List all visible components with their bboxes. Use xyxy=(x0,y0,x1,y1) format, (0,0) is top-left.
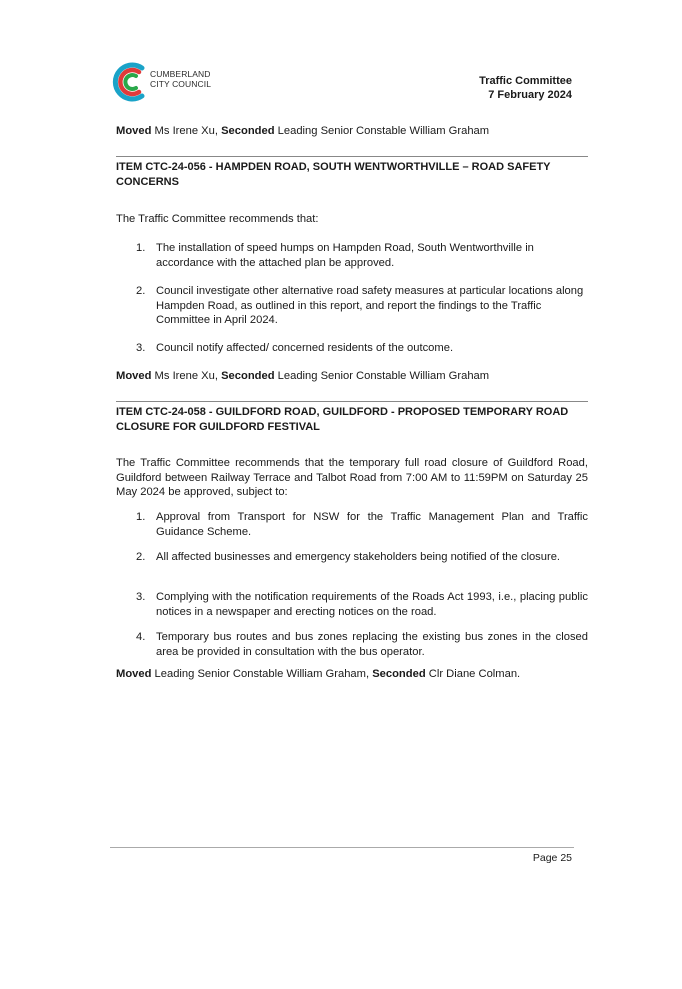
item-heading: ITEM CTC-24-056 - HAMPDEN ROAD, SOUTH WENTWORTHVILLE – ROAD SAFETY CONCERNS xyxy=(116,156,588,189)
committee-name: Traffic Committee xyxy=(479,75,572,87)
list-number: 2. xyxy=(136,551,146,563)
moved-by: Leading Senior Constable William Graham, xyxy=(151,668,373,680)
item-intro: The Traffic Committee recommends that: xyxy=(116,213,319,225)
seconded-by: Leading Senior Constable William Graham xyxy=(274,370,490,382)
seconded-by: Clr Diane Colman. xyxy=(425,668,521,680)
list-text: Council investigate other alternative road safety measures at particular locations along Hampden Road, as outlined in this report, and report the findings to the Traffic Committee in April 2024. xyxy=(156,285,584,326)
moved-label: Moved xyxy=(116,370,152,382)
seconded-label: Seconded xyxy=(372,668,426,680)
page-number: Page 25 xyxy=(532,852,572,864)
item-intro: The Traffic Committee recommends that the temporary full road closure of Guildford Road, Guildford between Railway Terrace and Talbot Road from 7:00 AM to 11:59PM on Saturday 25 May 2024 be approved, subject to: xyxy=(116,457,588,498)
council-logo-icon xyxy=(112,60,152,104)
logo-line-1: CUMBERLAND xyxy=(150,69,211,79)
list-number: 4. xyxy=(136,631,146,643)
moved-by: Ms Irene Xu, xyxy=(151,125,222,137)
list-text: Complying with the notification requirements of the Roads Act 1993, i.e., placing public notices in a newspaper and erecting notices on the road. xyxy=(156,591,588,618)
header-meta xyxy=(479,74,572,102)
list-text: Temporary bus routes and bus zones replacing the existing bus zones in the closed area be provided in consultation with the bus operator. xyxy=(156,631,588,658)
moved-line xyxy=(116,667,520,682)
seconded-label: Seconded xyxy=(221,125,275,137)
moved-label: Moved xyxy=(116,125,152,137)
list-number: 1. xyxy=(136,511,146,523)
council-logo xyxy=(112,60,252,104)
meeting-date: 7 February 2024 xyxy=(488,89,572,101)
moved-label: Moved xyxy=(116,668,152,680)
moved-by: Ms Irene Xu, xyxy=(151,370,222,382)
list-number: 1. xyxy=(136,242,146,254)
item-heading: ITEM CTC-24-058 - GUILDFORD ROAD, GUILDFORD - PROPOSED TEMPORARY ROAD CLOSURE FOR GUILDFORD FESTIVAL xyxy=(116,401,588,434)
list-text: Council notify affected/ concerned residents of the outcome. xyxy=(156,342,454,354)
moved-line-top xyxy=(116,124,489,139)
list-number: 2. xyxy=(136,285,146,297)
logo-wordmark xyxy=(150,69,211,89)
seconded-label: Seconded xyxy=(221,370,275,382)
list-number: 3. xyxy=(136,591,146,603)
seconded-by: Leading Senior Constable William Graham xyxy=(274,125,490,137)
footer-divider xyxy=(110,847,574,848)
list-text: The installation of speed humps on Hampden Road, South Wentworthville in accordance with the attached plan be approved. xyxy=(156,242,534,269)
logo-line-2: CITY COUNCIL xyxy=(150,79,212,89)
list-text: Approval from Transport for NSW for the Traffic Management Plan and Traffic Guidance Scheme. xyxy=(156,511,588,538)
list-text: All affected businesses and emergency stakeholders being notified of the closure. xyxy=(156,551,561,563)
moved-line xyxy=(116,369,489,384)
list-number: 3. xyxy=(136,342,146,354)
